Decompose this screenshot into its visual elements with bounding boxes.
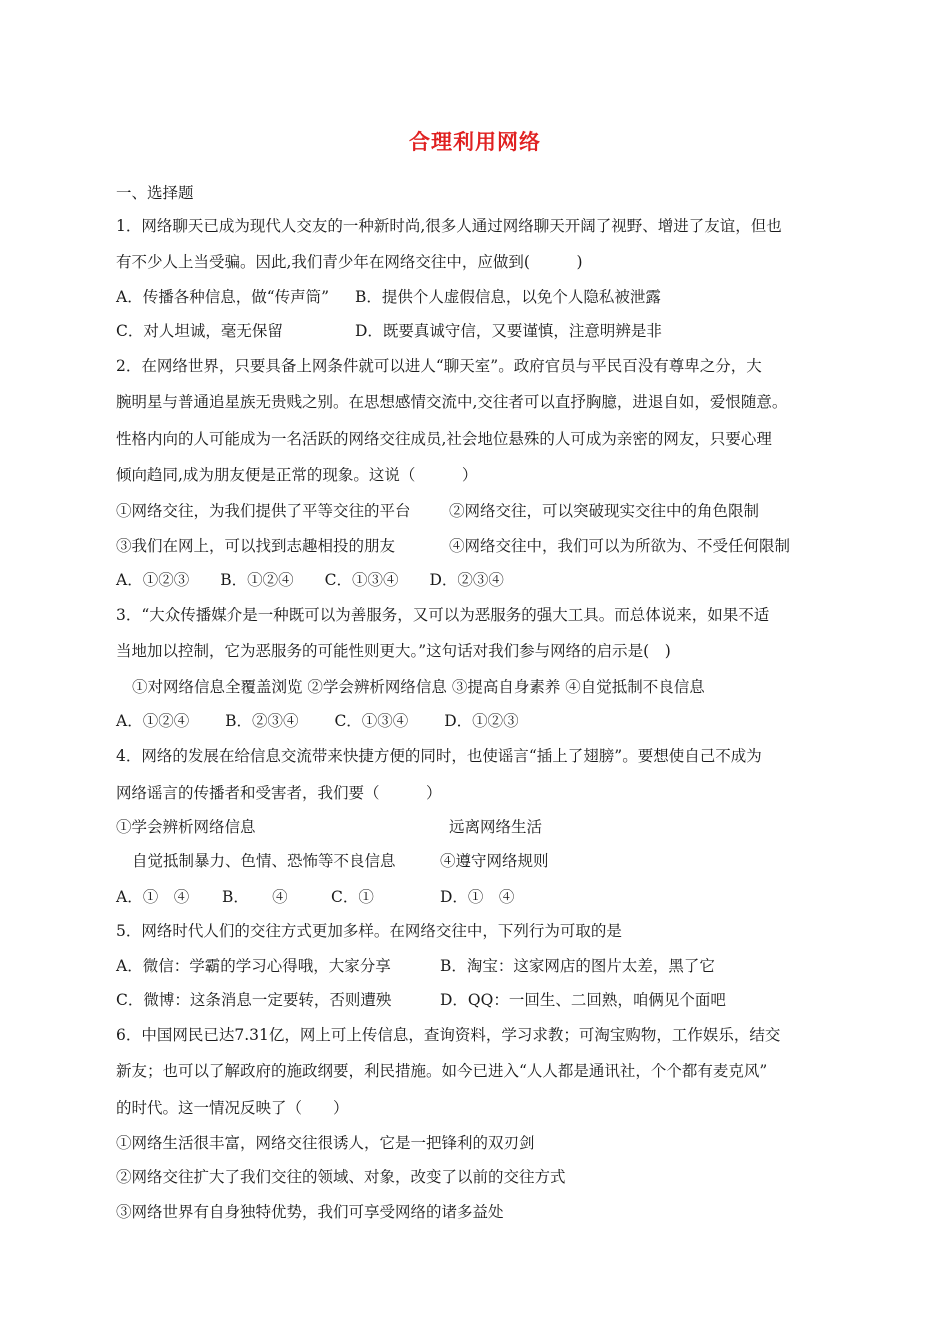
q5-stem-line1: 5．网络时代人们的交往方式更加多样。在网络交往中，下列行为可取的是 — [116, 922, 622, 940]
q6-stem-line1: 6．中国网民已达7.31亿，网上可上传信息，查询资料，学习求教；可淘宝购物，工作娱乐，结交 — [116, 1026, 781, 1044]
q5-option-d: D．QQ：一回生、二回熟，咱俩见个面吧 — [440, 991, 726, 1009]
document-title: 合理利用网络 — [409, 130, 541, 154]
q2-statement-4: ④网络交往中，我们可以为所欲为、不受任何限制 — [449, 537, 791, 555]
q1-option-d: D．既要真诚守信，又要谨慎，注意明辨是非 — [355, 322, 662, 340]
q4-statement-3: 自觉抵制暴力、色情、恐怖等不良信息 — [132, 852, 396, 870]
section-heading: 一、选择题 — [116, 184, 194, 202]
q6-statement-2: ②网络交往扩大了我们交往的领域、对象，改变了以前的交往方式 — [116, 1168, 566, 1186]
q6-statement-3: ③网络世界有自身独特优势，我们可享受网络的诸多益处 — [116, 1203, 504, 1221]
q1-option-a: A．传播各种信息，做“传声筒” — [116, 288, 330, 306]
q1-stem-line2: 有不少人上当受骗。因此,我们青少年在网络交往中，应做到( ) — [116, 253, 583, 271]
q2-stem-line3: 性格内向的人可能成为一名活跃的网络交往成员,社会地位悬殊的人可成为亲密的网友，只要心理 — [116, 430, 772, 448]
q3-statements: ①对网络信息全覆盖浏览 ②学会辨析网络信息 ③提高自身素养 ④自觉抵制不良信息 — [132, 678, 705, 696]
q1-option-b: B．提供个人虚假信息，以免个人隐私被泄露 — [355, 288, 661, 306]
q6-statement-1: ①网络生活很丰富，网络交往很诱人，它是一把锋利的双刃剑 — [116, 1134, 535, 1152]
q2-statement-1: ①网络交往，为我们提供了平等交往的平台 — [116, 502, 411, 520]
q4-stem-line1: 4．网络的发展在给信息交流带来快捷方便的同时，也使谣言“插上了翅膀”。要想使自己不成为 — [116, 747, 762, 765]
q2-options: A．①②③ B．①②④ C．①③④ D．②③④ — [116, 571, 504, 589]
q2-stem-line2: 腕明星与普通追星族无贵贱之别。在思想感情交流中,交往者可以直抒胸臆，进退自如，爱恨随意。 — [116, 393, 788, 411]
q4-option-a: A．① ④ — [116, 888, 190, 906]
q4-statement-2: 远离网络生活 — [449, 818, 543, 836]
q5-option-c: C．微博：这条消息一定要转，否则遭殃 — [116, 991, 392, 1009]
q6-stem-line3: 的时代。这一情况反映了（ ） — [116, 1099, 349, 1117]
q4-option-c: C．① — [331, 888, 374, 906]
q2-stem-line1: 2．在网络世界，只要具备上网条件就可以进人“聊天室”。政府官员与平民百没有尊卑之分，大 — [116, 357, 762, 375]
q2-statement-3: ③我们在网上，可以找到志趣相投的朋友 — [116, 537, 396, 555]
q4-option-b: B． ④ — [222, 888, 288, 906]
q2-stem-line4: 倾向趋同,成为朋友便是正常的现象。这说（ ） — [116, 466, 478, 484]
q3-options: A．①②④ B．②③④ C．①③④ D．①②③ — [116, 712, 519, 730]
q6-stem-line2: 新友；也可以了解政府的施政纲要，利民措施。如今已进入“人人都是通讯社，个个都有麦克风” — [116, 1062, 768, 1080]
q1-stem-line1: 1．网络聊天已成为现代人交友的一种新时尚,很多人通过网络聊天开阔了视野、增进了友谊，但也 — [116, 217, 782, 235]
q4-statement-1: ①学会辨析网络信息 — [116, 818, 256, 836]
q4-option-d: D．① ④ — [440, 888, 515, 906]
q5-option-b: B．淘宝：这家网店的图片太差，黑了它 — [440, 957, 715, 975]
q2-statement-2: ②网络交往，可以突破现实交往中的角色限制 — [449, 502, 760, 520]
q3-stem-line1: 3．“大众传播媒介是一种既可以为善服务，又可以为恶服务的强大工具。而总体说来，如果不适 — [116, 606, 770, 624]
q1-option-c: C．对人坦诚，毫无保留 — [116, 322, 283, 340]
q4-statement-4: ④遵守网络规则 — [440, 852, 549, 870]
q5-option-a: A．微信：学霸的学习心得哦，大家分享 — [116, 957, 391, 975]
q3-stem-line2: 当地加以控制，它为恶服务的可能性则更大。”这句话对我们参与网络的启示是( ) — [116, 642, 671, 660]
q4-stem-line2: 网络谣言的传播者和受害者，我们要（ ） — [116, 784, 442, 802]
